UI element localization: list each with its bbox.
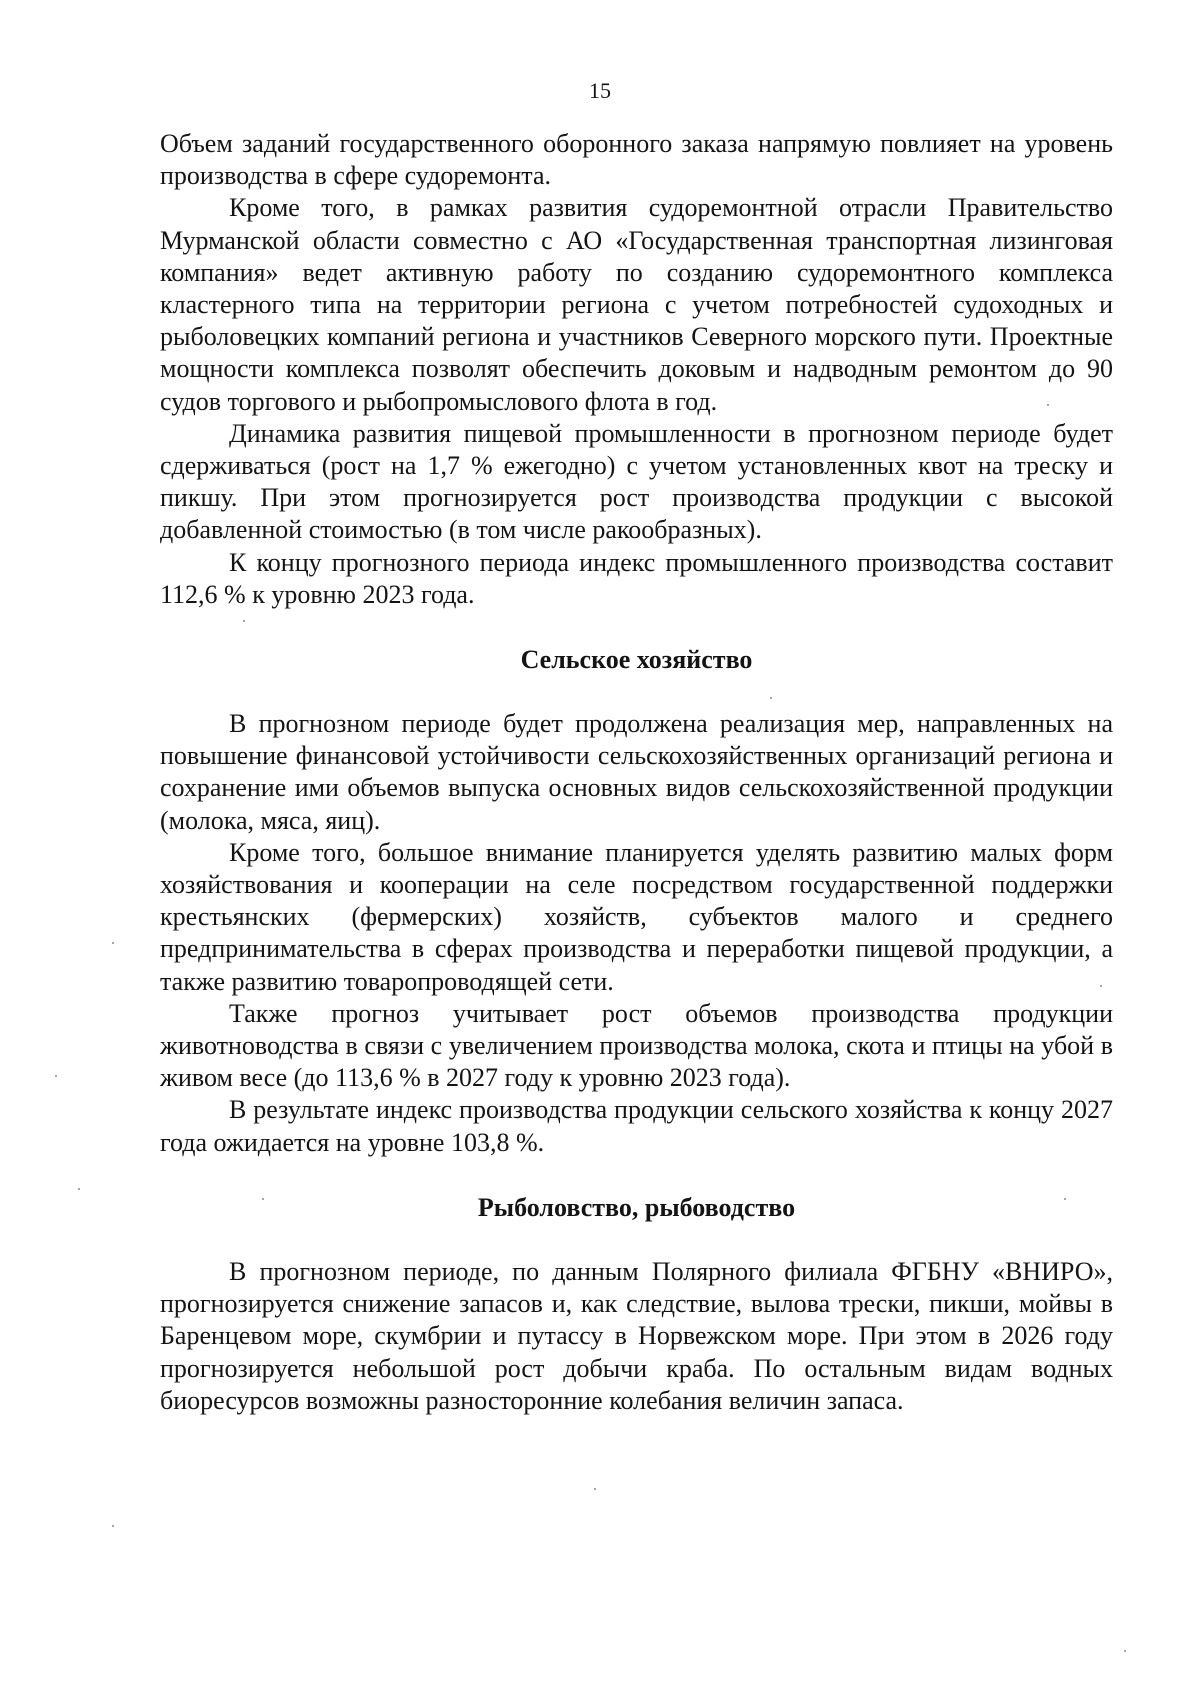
scan-speck — [1047, 404, 1049, 406]
scan-speck — [1124, 1650, 1126, 1652]
scan-speck — [112, 942, 114, 944]
paragraph-agriculture-measures: В прогнозном периоде будет продолжена реализация мер, направленных на повышение финансовой устойчивости сельскохозяйственных организаций региона и сохранение ими объемов выпуска основных видов сельскохозяйственной продукции (молока, мяса, яиц). — [160, 709, 1113, 835]
paragraph-food-industry: Динамика развития пищевой промышленности в прогнозном периоде будет сдерживаться (рост на 1,7 % ежегодно) с учетом установленных квот на треску и пикшу. При этом прогнозируется рост производства продукции с высокой добавленной стоимостью (в том числе ракообразных). — [160, 418, 1113, 545]
scan-speck — [770, 697, 772, 699]
scan-speck — [1064, 1198, 1066, 1200]
paragraph-agriculture-index: В результате индекс производства продукции сельского хозяйства к концу 2027 года ожидается на уровне 103,8 %. — [160, 1095, 1113, 1157]
spacer — [160, 1159, 1113, 1192]
scan-speck — [243, 620, 245, 622]
paragraph-small-farming: Кроме того, большое внимание планируется уделять развитию малых форм хозяйствования и кооперации на селе посредством государственной поддержки крестьянских (фермерских) хозяйств, субъектов малого и среднего предпринимательства в сферах производства и переработки пищевой продукции, а также развитию товаропроводящей сети. — [160, 837, 1113, 996]
spacer — [160, 1224, 1113, 1256]
scan-speck — [1100, 985, 1102, 987]
paragraph-ship-repair-orders: Объем заданий государственного оборонного заказа напрямую повлияет на уровень производства в сфере судоремонта. — [160, 129, 1113, 191]
paragraph-livestock-growth: Также прогноз учитывает рост объемов производства продукции животноводства в связи с увеличением производства молока, скота и птицы на убой в живом весе (до 113,6 % в 2027 году к уровню 2023 года). — [160, 998, 1113, 1093]
scan-speck — [594, 1488, 596, 1490]
section-heading-agriculture: Сельское хозяйство — [520, 645, 753, 675]
scan-speck — [78, 1188, 80, 1190]
spacer — [160, 611, 1113, 644]
scan-speck — [112, 1525, 114, 1527]
scan-speck — [262, 1198, 264, 1200]
paragraph-fish-stocks: В прогнозном периоде, по данным Полярного филиала ФГБНУ «ВНИРО», прогнозируется снижение запасов и, как следствие, вылова трески, пикши, мойвы в Баренцевом море, скумбрии и путассу в Норвежском море. При этом в 2026 году прогнозируется небольшой рост добычи краба. По остальным видам водных биоресурсов возможны разносторонние колебания величин запаса. — [160, 1256, 1113, 1415]
document-body — [160, 128, 1113, 1417]
scan-speck — [55, 1075, 57, 1077]
paragraph-industrial-index: К концу прогнозного периода индекс промышленного производства составит 112,6 % к уровню 2023 года. — [160, 547, 1113, 609]
paragraph-ship-repair-cluster: Кроме того, в рамках развития судоремонтной отрасли Правительство Мурманской области совместно с АО «Государственная транспортная лизинговая компания» ведет активную работу по созданию судоремонтного комплекса кластерного типа на территории региона с учетом потребностей судоходных и рыболовецких компаний региона и участников Северного морского пути. Проектные мощности комплекса позволят обеспечить доковым и надводным ремонтом до 90 судов торгового и рыбопромыслового флота в год. — [160, 193, 1113, 416]
section-heading-fishery: Рыболовство, рыбоводство — [477, 1192, 796, 1222]
page-number: 15 — [589, 78, 611, 103]
spacer — [160, 676, 1113, 708]
